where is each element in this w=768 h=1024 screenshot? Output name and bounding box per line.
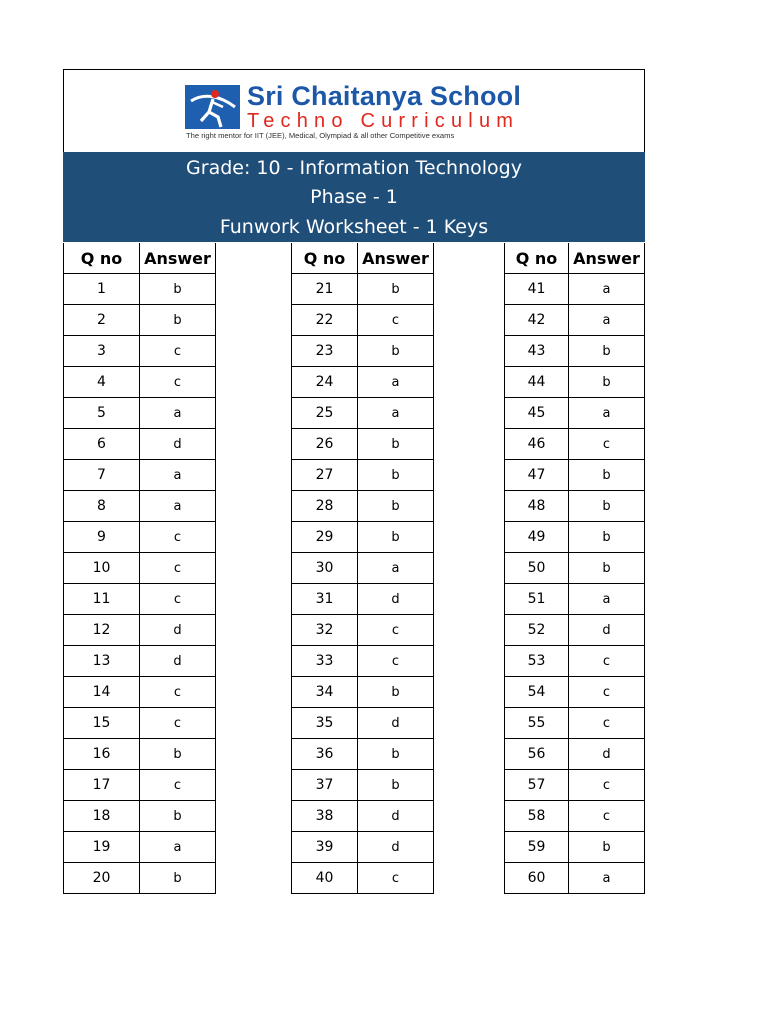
table-row <box>505 708 645 739</box>
question-number: 22 <box>292 305 358 336</box>
question-number: 19 <box>64 832 140 863</box>
question-number: 56 <box>505 739 569 770</box>
answer-value: c <box>569 801 645 832</box>
question-number: 25 <box>292 398 358 429</box>
question-number: 52 <box>505 615 569 646</box>
school-name: Sri Chaitanya School <box>247 81 522 111</box>
table-row <box>505 739 645 770</box>
answer-value: d <box>358 584 434 615</box>
answer-value: b <box>358 770 434 801</box>
question-number: 12 <box>64 615 140 646</box>
question-number: 53 <box>505 646 569 677</box>
question-number: 15 <box>64 708 140 739</box>
question-number: 7 <box>64 460 140 491</box>
answer-value: b <box>140 739 216 770</box>
answer-value: c <box>140 584 216 615</box>
question-number: 50 <box>505 553 569 584</box>
question-number: 47 <box>505 460 569 491</box>
qno-header: Q no <box>292 243 358 274</box>
table-row <box>505 491 645 522</box>
question-number: 9 <box>64 522 140 553</box>
answer-value: a <box>140 460 216 491</box>
table-row <box>292 739 434 770</box>
question-number: 39 <box>292 832 358 863</box>
answer-value: c <box>569 677 645 708</box>
answer-header: Answer <box>569 243 645 274</box>
question-number: 49 <box>505 522 569 553</box>
table-row <box>292 491 434 522</box>
answer-value: a <box>358 367 434 398</box>
program-name: Techno Curriculum <box>247 110 520 132</box>
table-row <box>292 398 434 429</box>
table-row <box>292 522 434 553</box>
answer-value: a <box>140 398 216 429</box>
answer-value: d <box>358 801 434 832</box>
answer-value: b <box>569 491 645 522</box>
question-number: 57 <box>505 770 569 801</box>
answer-value: b <box>358 522 434 553</box>
question-number: 23 <box>292 336 358 367</box>
answer-value: a <box>569 863 645 894</box>
answer-value: c <box>569 708 645 739</box>
table-row <box>292 274 434 305</box>
answer-value: c <box>358 305 434 336</box>
question-number: 1 <box>64 274 140 305</box>
question-number: 35 <box>292 708 358 739</box>
table-row <box>64 398 216 429</box>
table-row <box>505 677 645 708</box>
runner-logo-icon <box>185 85 240 129</box>
answer-header: Answer <box>358 243 434 274</box>
question-number: 28 <box>292 491 358 522</box>
answer-value: a <box>569 305 645 336</box>
table-row <box>64 429 216 460</box>
question-number: 6 <box>64 429 140 460</box>
table-row <box>64 305 216 336</box>
question-number: 44 <box>505 367 569 398</box>
worksheet-keys-title: Funwork Worksheet - 1 Keys <box>219 216 489 238</box>
question-number: 29 <box>292 522 358 553</box>
question-number: 34 <box>292 677 358 708</box>
question-number: 2 <box>64 305 140 336</box>
table-row <box>292 646 434 677</box>
question-number: 33 <box>292 646 358 677</box>
answer-value: a <box>358 398 434 429</box>
table-row <box>505 646 645 677</box>
question-number: 36 <box>292 739 358 770</box>
answer-value: b <box>358 460 434 491</box>
answer-value: c <box>140 677 216 708</box>
table-row <box>505 553 645 584</box>
table-row <box>505 863 645 894</box>
answer-value: c <box>140 336 216 367</box>
answer-value: c <box>140 708 216 739</box>
question-number: 60 <box>505 863 569 894</box>
answer-value: b <box>569 367 645 398</box>
table-row <box>64 367 216 398</box>
answer-value: a <box>140 491 216 522</box>
question-number: 11 <box>64 584 140 615</box>
question-number: 27 <box>292 460 358 491</box>
answer-value: c <box>569 429 645 460</box>
table-row <box>292 584 434 615</box>
answer-value: c <box>358 646 434 677</box>
question-number: 20 <box>64 863 140 894</box>
worksheet-title-band <box>63 152 645 242</box>
question-number: 58 <box>505 801 569 832</box>
answer-value: b <box>569 553 645 584</box>
question-number: 3 <box>64 336 140 367</box>
table-row <box>64 708 216 739</box>
table-row <box>505 770 645 801</box>
answer-value: c <box>569 770 645 801</box>
answer-value: b <box>569 336 645 367</box>
table-row <box>64 274 216 305</box>
answer-value: a <box>569 398 645 429</box>
answer-value: a <box>569 584 645 615</box>
answer-header: Answer <box>140 243 216 274</box>
table-row <box>64 584 216 615</box>
answer-value: b <box>358 429 434 460</box>
question-number: 18 <box>64 801 140 832</box>
answer-value: c <box>140 770 216 801</box>
answer-value: c <box>569 646 645 677</box>
answer-value: b <box>358 739 434 770</box>
answer-value: b <box>358 677 434 708</box>
table-row <box>64 522 216 553</box>
answer-value: b <box>569 522 645 553</box>
answer-value: a <box>140 832 216 863</box>
table-row <box>292 460 434 491</box>
phase-title: Phase - 1 <box>310 186 398 208</box>
table-row <box>292 708 434 739</box>
table-row <box>292 863 434 894</box>
answer-value: d <box>358 708 434 739</box>
answer-value: b <box>140 863 216 894</box>
table-row <box>505 460 645 491</box>
table-row <box>64 491 216 522</box>
qno-header: Q no <box>505 243 569 274</box>
answer-value: b <box>358 274 434 305</box>
question-number: 55 <box>505 708 569 739</box>
question-number: 17 <box>64 770 140 801</box>
table-row <box>64 832 216 863</box>
table-row <box>505 584 645 615</box>
table-row <box>292 770 434 801</box>
question-number: 32 <box>292 615 358 646</box>
table-row <box>292 367 434 398</box>
table-row <box>64 801 216 832</box>
question-number: 24 <box>292 367 358 398</box>
question-number: 8 <box>64 491 140 522</box>
answer-value: d <box>140 429 216 460</box>
question-number: 46 <box>505 429 569 460</box>
question-number: 59 <box>505 832 569 863</box>
question-number: 10 <box>64 553 140 584</box>
table-row <box>64 770 216 801</box>
school-tagline: The right mentor for IIT (JEE), Medical, Olympiad & all other Competitive exams <box>186 131 455 140</box>
table-row <box>64 739 216 770</box>
answer-value: d <box>358 832 434 863</box>
table-row <box>505 274 645 305</box>
answer-value: b <box>140 801 216 832</box>
table-row <box>64 646 216 677</box>
answer-value: d <box>140 615 216 646</box>
table-row <box>64 553 216 584</box>
table-row <box>292 677 434 708</box>
question-number: 26 <box>292 429 358 460</box>
table-row <box>64 615 216 646</box>
question-number: 4 <box>64 367 140 398</box>
answer-value: c <box>358 863 434 894</box>
answer-value: c <box>140 367 216 398</box>
answer-table-21-40 <box>291 243 434 894</box>
table-row <box>64 336 216 367</box>
question-number: 31 <box>292 584 358 615</box>
answer-value: b <box>569 832 645 863</box>
table-row <box>64 677 216 708</box>
table-row <box>505 832 645 863</box>
table-row <box>505 801 645 832</box>
table-row <box>292 615 434 646</box>
answer-value: c <box>140 522 216 553</box>
table-row <box>292 553 434 584</box>
school-logo-banner <box>63 69 645 153</box>
table-row <box>292 429 434 460</box>
question-number: 48 <box>505 491 569 522</box>
question-number: 51 <box>505 584 569 615</box>
answer-value: d <box>569 739 645 770</box>
table-row <box>292 336 434 367</box>
question-number: 13 <box>64 646 140 677</box>
answer-value: c <box>358 615 434 646</box>
answer-value: a <box>358 553 434 584</box>
answer-value: b <box>569 460 645 491</box>
table-row <box>64 460 216 491</box>
question-number: 14 <box>64 677 140 708</box>
answer-table-41-60 <box>504 243 645 894</box>
question-number: 30 <box>292 553 358 584</box>
question-number: 54 <box>505 677 569 708</box>
answer-value: a <box>569 274 645 305</box>
table-row <box>505 615 645 646</box>
answer-value: d <box>569 615 645 646</box>
question-number: 45 <box>505 398 569 429</box>
question-number: 5 <box>64 398 140 429</box>
qno-header: Q no <box>64 243 140 274</box>
table-row <box>292 801 434 832</box>
question-number: 43 <box>505 336 569 367</box>
table-row <box>505 336 645 367</box>
question-number: 40 <box>292 863 358 894</box>
answer-table-1-20 <box>63 243 216 894</box>
table-row <box>505 429 645 460</box>
question-number: 41 <box>505 274 569 305</box>
question-number: 38 <box>292 801 358 832</box>
table-row <box>64 863 216 894</box>
table-row <box>292 832 434 863</box>
answer-value: c <box>140 553 216 584</box>
table-row <box>292 305 434 336</box>
table-row <box>505 522 645 553</box>
answer-value: b <box>358 336 434 367</box>
answer-value: b <box>140 274 216 305</box>
answer-value: b <box>140 305 216 336</box>
answer-value: b <box>358 491 434 522</box>
table-row <box>505 305 645 336</box>
question-number: 37 <box>292 770 358 801</box>
table-row <box>505 398 645 429</box>
table-row <box>505 367 645 398</box>
question-number: 42 <box>505 305 569 336</box>
question-number: 16 <box>64 739 140 770</box>
answer-value: d <box>140 646 216 677</box>
grade-subject-title: Grade: 10 - Information Technology <box>186 157 522 179</box>
question-number: 21 <box>292 274 358 305</box>
